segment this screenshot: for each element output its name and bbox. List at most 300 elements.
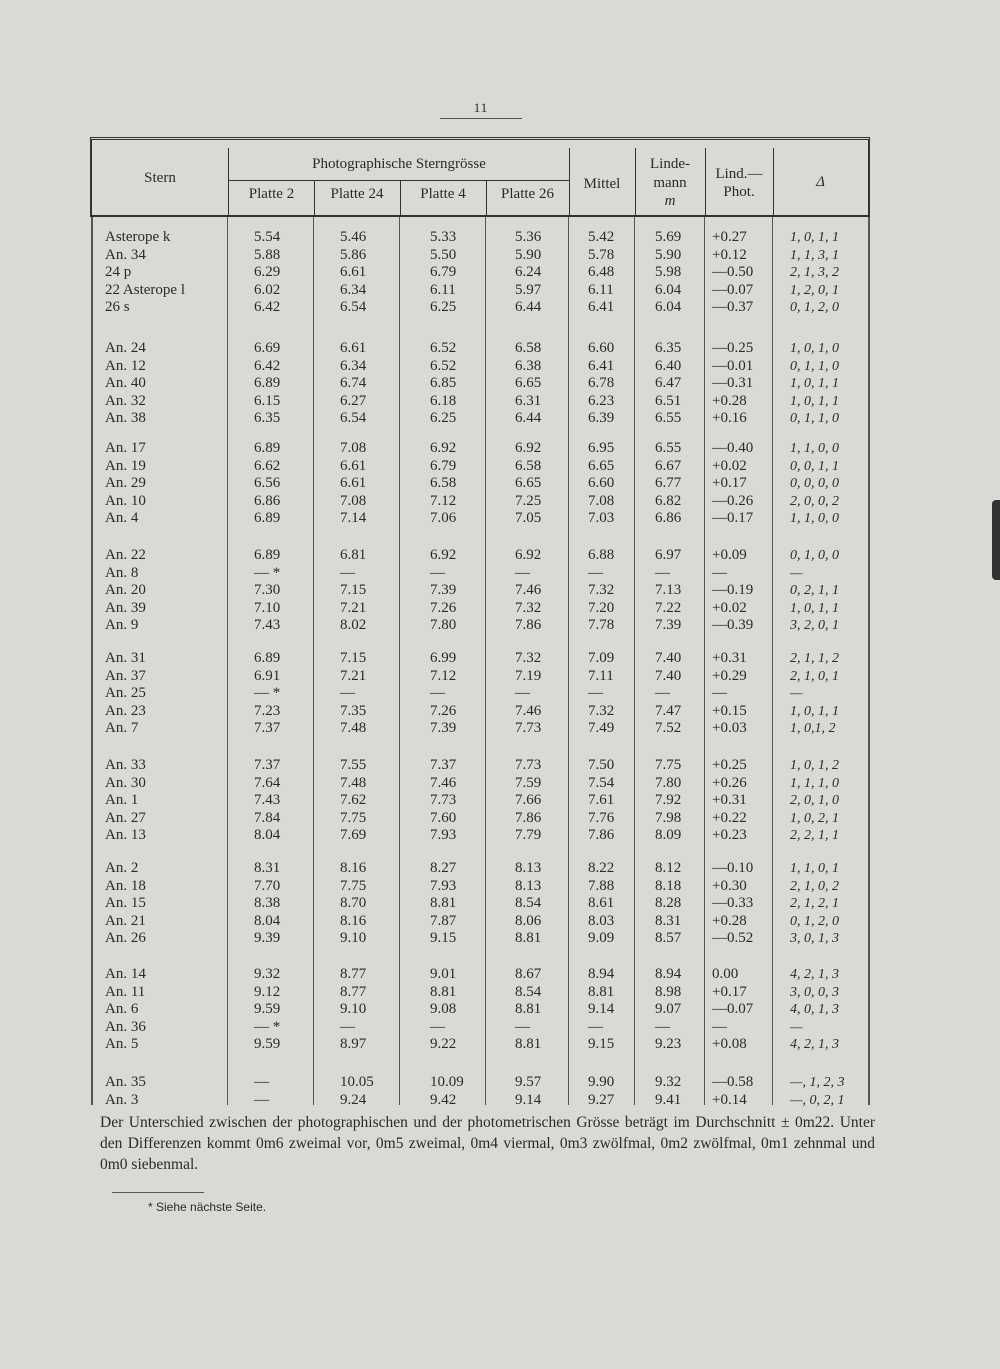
lind-phot-diff: +0.31 [712, 650, 747, 666]
delta-value: — [790, 686, 803, 701]
lind-phot-diff: +0.02 [712, 457, 747, 474]
platte-2-value: — [254, 1074, 269, 1090]
delta-value: 1, 0, 1, 1 [790, 703, 839, 719]
table-row [0, 720, 1000, 737]
platte-26-value: 7.73 [515, 720, 542, 736]
platte-4-value: 7.93 [430, 827, 457, 843]
platte-26-value: 6.24 [515, 264, 542, 280]
star-name: An. 27 [105, 809, 146, 826]
platte-2-value: 9.59 [254, 1001, 281, 1017]
table-row [0, 247, 1000, 264]
star-name: An. 30 [105, 774, 146, 791]
star-name: An. 29 [105, 475, 146, 491]
delta-value: 1, 0, 1, 2 [790, 758, 839, 773]
star-name: An. 35 [105, 1074, 146, 1090]
platte-24-value: — [340, 1018, 355, 1035]
platte-4-value: 6.52 [430, 357, 457, 374]
platte-2-value: 7.10 [254, 599, 281, 616]
delta-value: 1, 1, 1, 0 [790, 775, 839, 791]
platte-4-value: 8.81 [430, 983, 457, 1000]
platte-24-value: 7.08 [340, 440, 367, 456]
table-row [0, 792, 1000, 809]
platte-26-value: 6.44 [515, 410, 542, 426]
star-name: Asterope k [105, 229, 171, 245]
platte-24-value: 6.61 [340, 457, 367, 474]
platte-4-value: 7.12 [430, 667, 457, 684]
platte-26-value: 7.19 [515, 667, 542, 684]
lind-phot-diff: +0.09 [712, 547, 747, 563]
mittel-value: 6.60 [588, 475, 615, 491]
platte-24-value: 8.02 [340, 617, 367, 633]
mittel-value: 7.11 [588, 667, 614, 684]
table-row [0, 458, 1000, 475]
platte-26-value: 6.38 [515, 357, 542, 374]
platte-4-value: 7.37 [430, 757, 457, 773]
platte-2-value: 9.12 [254, 983, 281, 1000]
platte-26-value: 7.25 [515, 492, 542, 509]
platte-2-value: 8.38 [254, 895, 281, 911]
table-row [0, 510, 1000, 527]
platte-26-value: 7.32 [515, 650, 542, 666]
delta-value: 2, 1, 0, 1 [790, 668, 839, 684]
lind-phot-diff: +0.15 [712, 702, 747, 719]
lindemann-value: 8.31 [655, 912, 682, 929]
star-name: An. 15 [105, 895, 146, 911]
star-name: An. 38 [105, 410, 146, 426]
platte-2-value: 6.89 [254, 510, 281, 526]
header-lind-phot-1: Lind.— [715, 166, 763, 182]
lind-phot-diff: —0.19 [712, 582, 754, 598]
header-lindemann-2: mann [653, 175, 687, 191]
mittel-value: 7.76 [588, 809, 615, 826]
mittel-value: 7.03 [588, 510, 615, 526]
star-name: An. 36 [105, 1018, 146, 1035]
platte-4-value: 9.08 [430, 1001, 457, 1017]
platte-2-value: — [254, 1091, 269, 1108]
header-delta: Δ [816, 174, 825, 190]
star-name: An. 13 [105, 827, 146, 843]
platte-26-value: 9.14 [515, 1091, 542, 1108]
table-row [0, 650, 1000, 667]
lind-phot-diff: 0.00 [712, 966, 739, 982]
platte-26-value: 8.54 [515, 895, 542, 911]
lindemann-value: 7.40 [655, 650, 682, 666]
delta-value: — [790, 565, 803, 581]
platte-24-value: — [340, 685, 355, 701]
mittel-value: — [588, 685, 603, 701]
platte-4-value: 6.11 [430, 281, 456, 298]
platte-26-value: — [515, 685, 530, 701]
platte-24-value: 7.62 [340, 792, 367, 808]
platte-2-value: — * [254, 1018, 281, 1035]
platte-4-value: 5.50 [430, 246, 457, 263]
platte-24-value: 7.75 [340, 877, 367, 894]
platte-4-value: 6.25 [430, 410, 457, 426]
lind-phot-diff: —0.01 [712, 357, 754, 374]
platte-2-value: 6.89 [254, 440, 281, 456]
lindemann-value: — [655, 1018, 670, 1035]
platte-26-value: — [515, 1018, 530, 1035]
header-mittel: Mittel [583, 176, 621, 192]
star-name: An. 1 [105, 792, 139, 808]
delta-value: 0, 0, 0, 0 [790, 476, 839, 491]
platte-26-value: 7.46 [515, 582, 542, 598]
lindemann-value: 6.35 [655, 340, 682, 356]
star-name: An. 10 [105, 492, 146, 509]
platte-24-value: 5.46 [340, 229, 367, 245]
lind-phot-diff: +0.28 [712, 392, 747, 409]
platte-2-value: 6.29 [254, 264, 281, 280]
lindemann-value: 7.47 [655, 702, 682, 719]
platte-4-value: 7.80 [430, 617, 457, 633]
platte-26-value: 7.86 [515, 617, 542, 633]
lindemann-value: 5.69 [655, 229, 682, 245]
platte-24-value: 6.61 [340, 475, 367, 491]
platte-24-value: 6.81 [340, 547, 367, 563]
platte-4-value: 7.39 [430, 582, 457, 598]
delta-value: 1, 2, 0, 1 [790, 282, 839, 298]
mittel-value: 9.14 [588, 1001, 615, 1017]
platte-26-value: 8.06 [515, 912, 542, 929]
header-platte-2: Platte 2 [248, 186, 295, 202]
delta-value: 0, 1, 2, 0 [790, 913, 839, 929]
platte-4-value: 6.25 [430, 299, 457, 315]
platte-26-value: 6.65 [515, 375, 542, 391]
lindemann-value: 6.97 [655, 547, 682, 563]
mittel-value: 5.42 [588, 229, 615, 245]
delta-value: 2, 0, 0, 2 [790, 493, 839, 509]
table-row [0, 358, 1000, 375]
star-name: An. 8 [105, 564, 139, 581]
lind-phot-diff: — [712, 685, 727, 701]
mittel-value: 6.60 [588, 340, 615, 356]
lind-phot-diff: —0.26 [712, 492, 754, 509]
platte-4-value: 8.27 [430, 860, 457, 876]
platte-4-value: 6.79 [430, 264, 457, 280]
table-row [0, 895, 1000, 912]
platte-24-value: 7.14 [340, 510, 367, 526]
platte-4-value: 7.12 [430, 492, 457, 509]
table-row [0, 827, 1000, 844]
platte-2-value: 6.89 [254, 375, 281, 391]
mittel-value: 8.22 [588, 860, 615, 876]
platte-26-value: — [515, 564, 530, 581]
delta-value: 2, 2, 1, 1 [790, 828, 839, 843]
platte-26-value: 8.81 [515, 930, 542, 946]
table-row [0, 493, 1000, 510]
platte-24-value: 7.15 [340, 582, 367, 598]
platte-26-value: 8.13 [515, 860, 542, 876]
mittel-value: 6.11 [588, 281, 614, 298]
table-row [0, 860, 1000, 877]
lindemann-value: 7.39 [655, 617, 682, 633]
lind-phot-diff: +0.25 [712, 757, 747, 773]
mittel-value: 6.88 [588, 547, 615, 563]
star-name: An. 40 [105, 375, 146, 391]
platte-24-value: 7.21 [340, 667, 367, 684]
delta-value: 0, 1, 1, 0 [790, 358, 839, 374]
lind-phot-diff: +0.14 [712, 1091, 747, 1108]
header-lindemann-3: m [664, 193, 676, 209]
lind-phot-diff: —0.33 [712, 895, 754, 911]
platte-4-value: 7.26 [430, 702, 457, 719]
platte-4-value: 7.73 [430, 792, 457, 808]
platte-2-value: 6.89 [254, 547, 281, 563]
star-name: 24 p [105, 264, 132, 280]
platte-2-value: 6.62 [254, 457, 281, 474]
table-row [0, 475, 1000, 492]
table-row [0, 393, 1000, 410]
platte-24-value: 6.61 [340, 340, 367, 356]
lindemann-value: 8.09 [655, 827, 682, 843]
lind-phot-diff: +0.23 [712, 827, 747, 843]
delta-value: 0, 2, 1, 1 [790, 583, 839, 598]
delta-value: 0, 0, 1, 1 [790, 458, 839, 474]
platte-4-value: 6.92 [430, 440, 457, 456]
platte-24-value: 7.15 [340, 650, 367, 666]
platte-4-value: 9.15 [430, 930, 457, 946]
star-name: An. 25 [105, 685, 146, 701]
lindemann-value: 8.94 [655, 966, 682, 982]
platte-4-value: 7.60 [430, 809, 457, 826]
platte-26-value: 6.65 [515, 475, 542, 491]
platte-26-value: 7.32 [515, 599, 542, 616]
mittel-value: 8.81 [588, 983, 615, 1000]
lindemann-value: 9.07 [655, 1001, 682, 1017]
platte-4-value: — [430, 1018, 445, 1035]
delta-value: 4, 2, 1, 3 [790, 1037, 839, 1052]
platte-26-value: 7.66 [515, 792, 542, 808]
table-row [0, 1036, 1000, 1053]
platte-26-value: 6.92 [515, 440, 542, 456]
lindemann-value: 7.52 [655, 720, 682, 736]
delta-value: 1, 0, 1, 1 [790, 393, 839, 409]
header-platte-4: Platte 4 [420, 186, 466, 202]
platte-4-value: 6.18 [430, 392, 457, 409]
table-row [0, 340, 1000, 357]
star-name: An. 22 [105, 547, 146, 563]
platte-26-value: 7.05 [515, 510, 542, 526]
platte-26-value: 5.90 [515, 246, 542, 263]
platte-26-value: 6.58 [515, 340, 542, 356]
platte-4-value: 6.79 [430, 457, 457, 474]
lindemann-value: 8.18 [655, 877, 682, 894]
table-row [0, 410, 1000, 427]
platte-2-value: 9.59 [254, 1036, 281, 1052]
lind-phot-diff: +0.28 [712, 912, 747, 929]
lindemann-value: 6.04 [655, 299, 682, 315]
table-row [0, 1019, 1000, 1036]
table-row [0, 600, 1000, 617]
platte-26-value: 8.13 [515, 877, 542, 894]
platte-24-value: 8.77 [340, 983, 367, 1000]
platte-24-value: — [340, 564, 355, 581]
lind-phot-diff: +0.26 [712, 774, 747, 791]
mittel-value: 7.49 [588, 720, 615, 736]
star-name: An. 6 [105, 1001, 139, 1017]
platte-24-value: 6.74 [340, 375, 367, 391]
header-lind-phot-2: Phot. [723, 184, 755, 200]
platte-26-value: 8.54 [515, 983, 542, 1000]
platte-26-value: 6.44 [515, 299, 542, 315]
platte-4-value: — [430, 685, 445, 701]
platte-2-value: 6.89 [254, 650, 281, 666]
lind-phot-diff: — [712, 1018, 727, 1035]
mittel-value: 6.41 [588, 357, 615, 374]
platte-24-value: 9.10 [340, 930, 367, 946]
platte-26-value: 7.86 [515, 809, 542, 826]
mittel-value: 8.03 [588, 912, 615, 929]
mittel-value: 9.27 [588, 1091, 615, 1108]
star-name: An. 2 [105, 860, 139, 876]
mittel-value: 6.39 [588, 410, 615, 426]
star-name: An. 12 [105, 357, 146, 374]
mittel-value: 7.86 [588, 827, 615, 843]
lindemann-value: 6.04 [655, 281, 682, 298]
table-row [0, 757, 1000, 774]
mittel-value: 8.61 [588, 895, 615, 911]
star-name: An. 39 [105, 599, 146, 616]
delta-value: 1, 0, 1, 0 [790, 341, 839, 356]
lindemann-value: 9.41 [655, 1091, 682, 1108]
lind-phot-diff: —0.39 [712, 617, 754, 633]
platte-26-value: 6.31 [515, 392, 542, 409]
star-name: An. 18 [105, 877, 146, 894]
delta-value: 3, 0, 1, 3 [790, 931, 839, 946]
platte-24-value: 7.35 [340, 702, 367, 719]
mittel-value: 7.78 [588, 617, 615, 633]
platte-26-value: 8.81 [515, 1001, 542, 1017]
delta-value: —, 1, 2, 3 [790, 1075, 845, 1090]
page-edge-mark [992, 500, 1000, 580]
table-row [0, 1001, 1000, 1018]
platte-26-value: 6.92 [515, 547, 542, 563]
platte-4-value: 9.42 [430, 1091, 457, 1108]
mittel-value: 5.78 [588, 246, 615, 263]
platte-24-value: 6.27 [340, 392, 367, 409]
platte-4-value: 6.58 [430, 475, 457, 491]
header-subrule [229, 180, 569, 181]
lind-phot-diff: —0.50 [712, 264, 754, 280]
delta-value: 1, 1, 0, 0 [790, 511, 839, 526]
platte-24-value: 8.16 [340, 912, 367, 929]
lind-phot-diff: —0.17 [712, 510, 754, 526]
lindemann-value: 7.80 [655, 774, 682, 791]
delta-value: 1, 0,1, 2 [790, 721, 836, 736]
table-row [0, 375, 1000, 392]
lind-phot-diff: +0.02 [712, 599, 747, 616]
platte-26-value: 7.46 [515, 702, 542, 719]
table-row [0, 264, 1000, 281]
platte-2-value: 7.37 [254, 720, 281, 736]
platte-2-value: 8.31 [254, 860, 281, 876]
delta-value: 3, 0, 0, 3 [790, 984, 839, 1000]
platte-4-value: 7.93 [430, 877, 457, 894]
delta-value: 2, 1, 2, 1 [790, 896, 839, 911]
platte-26-value: 7.59 [515, 774, 542, 791]
platte-24-value: 7.69 [340, 827, 367, 843]
platte-26-value: 7.73 [515, 757, 542, 773]
footnote-rule [112, 1192, 204, 1193]
star-name: An. 24 [105, 340, 146, 356]
delta-value: 0, 1, 1, 0 [790, 411, 839, 426]
delta-value: 0, 1, 0, 0 [790, 548, 839, 563]
table-row [0, 685, 1000, 702]
lind-phot-diff: —0.52 [712, 930, 754, 946]
lindemann-value: 8.12 [655, 860, 682, 876]
table-row [0, 229, 1000, 246]
platte-26-value: 5.36 [515, 229, 542, 245]
mittel-value: 7.09 [588, 650, 615, 666]
mittel-value: 9.15 [588, 1036, 615, 1052]
table-row [0, 775, 1000, 792]
platte-24-value: 8.97 [340, 1036, 367, 1052]
lindemann-value: 6.77 [655, 475, 682, 491]
lind-phot-diff: +0.17 [712, 983, 747, 1000]
delta-value: —, 0, 2, 1 [790, 1092, 845, 1108]
platte-4-value: 6.92 [430, 547, 457, 563]
lindemann-value: 7.13 [655, 582, 682, 598]
table-row [0, 810, 1000, 827]
lindemann-value: 6.67 [655, 457, 682, 474]
platte-2-value: 6.15 [254, 392, 281, 409]
platte-24-value: 6.54 [340, 410, 367, 426]
lind-phot-diff: —0.07 [712, 281, 754, 298]
lindemann-value: 8.28 [655, 895, 682, 911]
platte-2-value: — * [254, 564, 281, 581]
star-name: An. 34 [105, 246, 146, 263]
platte-24-value: 6.54 [340, 299, 367, 315]
mittel-value: 7.54 [588, 774, 615, 791]
platte-24-value: 8.77 [340, 966, 367, 982]
lindemann-value: 8.57 [655, 930, 682, 946]
platte-2-value: 6.35 [254, 410, 281, 426]
delta-value: 2, 0, 1, 0 [790, 793, 839, 808]
lindemann-value: 7.98 [655, 809, 682, 826]
mittel-value: 8.94 [588, 966, 615, 982]
star-name: An. 11 [105, 983, 146, 1000]
platte-24-value: 7.55 [340, 757, 367, 773]
mittel-value: 7.32 [588, 582, 615, 598]
star-name: An. 9 [105, 617, 139, 633]
lindemann-value: 6.40 [655, 357, 682, 374]
star-name: 22 Asterope l [105, 281, 185, 298]
mittel-value: 6.23 [588, 392, 615, 409]
mittel-value: 7.88 [588, 877, 615, 894]
mittel-value: — [588, 1018, 603, 1035]
table-row [0, 984, 1000, 1001]
platte-4-value: 7.46 [430, 774, 457, 791]
star-name: An. 31 [105, 650, 146, 666]
lind-phot-diff: +0.17 [712, 475, 747, 491]
platte-2-value: 6.56 [254, 475, 281, 491]
lind-phot-diff: +0.03 [712, 720, 747, 736]
delta-value: 0, 1, 2, 0 [790, 300, 839, 315]
platte-2-value: 6.02 [254, 281, 281, 298]
lind-phot-diff: +0.27 [712, 229, 747, 245]
delta-value: 2, 1, 0, 2 [790, 878, 839, 894]
platte-2-value: — * [254, 685, 281, 701]
platte-4-value: 5.33 [430, 229, 457, 245]
platte-2-value: 7.43 [254, 792, 281, 808]
table-row [0, 930, 1000, 947]
platte-24-value: 10.05 [340, 1074, 374, 1090]
delta-value: 1, 0, 2, 1 [790, 810, 839, 826]
mittel-value: — [588, 564, 603, 581]
lindemann-value: — [655, 685, 670, 701]
delta-value: 3, 2, 0, 1 [790, 618, 839, 633]
mittel-value: 9.09 [588, 930, 615, 946]
